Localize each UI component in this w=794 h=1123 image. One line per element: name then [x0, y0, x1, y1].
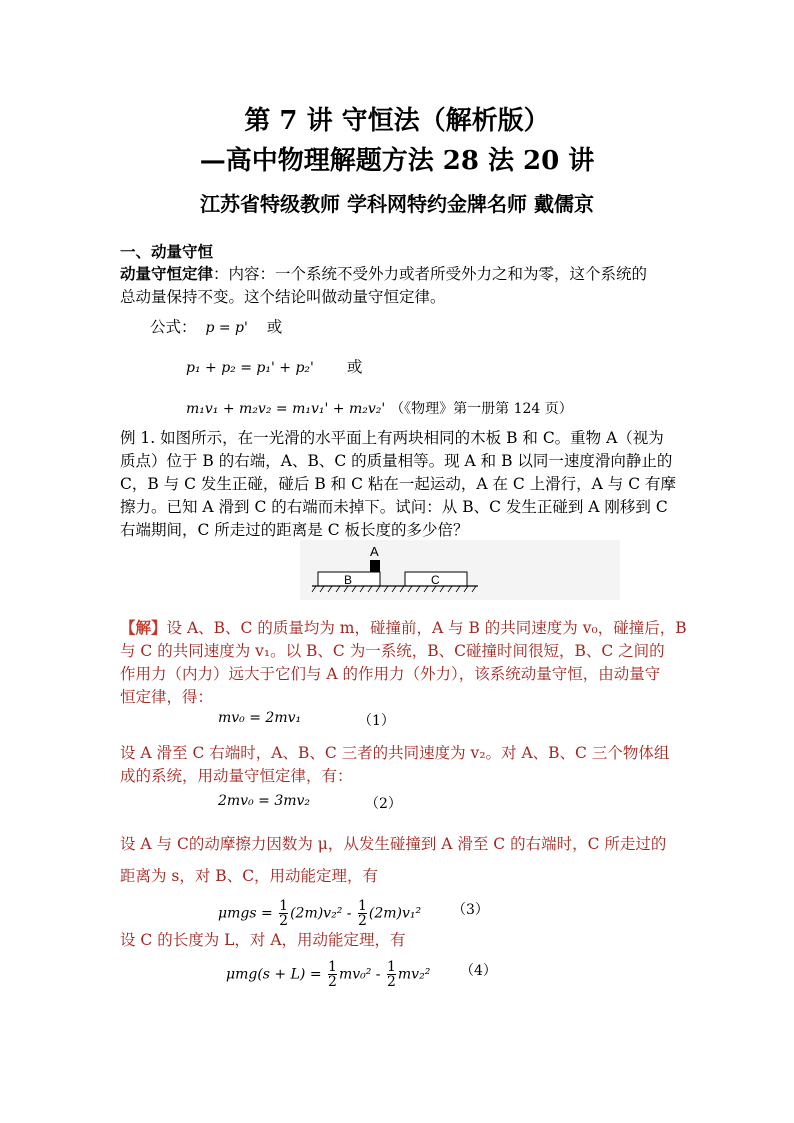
equation-3: μmgs = $\frac{1}{2}$ (2m)v₂² - $\frac{1}{2}$ (2m)v₁² [218, 898, 422, 929]
example-line: 例 1. 如图所示，在一光滑的水平面上有两块相同的木板 B 和 C。重物 A（视为 [120, 429, 664, 447]
equation-1: mv₀ = 2mv₁ [218, 710, 302, 726]
author-line: 江苏省特级教师 学科网特约金牌名师 戴儒京 [200, 192, 594, 216]
law-text: ：内容：一个系统不受外力或者所受外力之和为零，这个系统的 [213, 265, 648, 283]
page-title: 第 7 讲 守恒法（解析版） [244, 106, 550, 136]
formula-label: 公式： [150, 318, 197, 336]
equation-1-number: （1） [358, 713, 395, 729]
solution-line: 与 C 的共同速度为 v₁。以 B、C 为一系统，B、C碰撞时间很短，B、C 之间的 [120, 642, 665, 660]
fraction-half: $\frac{1}{2}$ [357, 898, 367, 929]
equation-3-number: （3） [452, 902, 489, 918]
solution-line: 设 C 的长度为 L，对 A，用动能定理，有 [120, 931, 406, 949]
example-line: C，B 与 C 发生正碰，碰后 B 和 C 粘在一起运动，A 在 C 上滑行，A 与 C 有摩 [120, 475, 677, 493]
solution-tag: 【解】 [120, 618, 167, 637]
fraction-half: $\frac{1}{2}$ [386, 959, 396, 990]
equation-4: μmg(s + L) = $\frac{1}{2}$ mv₀² - $\frac{1}{2}$ mv₂² [226, 959, 431, 990]
figure-background [300, 540, 620, 600]
solution-line: 成的系统，用动量守恒定律，有： [120, 767, 353, 785]
example-line: 擦力。已知 A 滑到 C 的右端而未掉下。试问：从 B、C 发生正碰到 A 刚移到 C [120, 498, 668, 516]
formula-p: p = p' [205, 320, 248, 336]
solution-line: 【解】设 A、B、C 的质量均为 m，碰撞前，A 与 B 的共同速度为 v₀，碰撞后，B [120, 618, 687, 637]
solution-line: 恒定律，得： [120, 688, 214, 706]
fraction-half: $\frac{1}{2}$ [328, 959, 337, 990]
formula-p-sum: p₁ + p₂ = p₁' + p₂' [186, 360, 314, 376]
label-b: B [344, 573, 353, 587]
example-line: 质点）位于 B 的右端，A、B、C 的质量相等。现 A 和 B 以同一速度滑向静止的 [120, 452, 673, 470]
block-a [370, 560, 380, 572]
label-c: C [431, 573, 440, 587]
example-line: 右端期间，C 所走过的距离是 C 板长度的多少倍？ [120, 521, 469, 539]
law-paragraph-line2: 总动量保持不变。这个结论叫做动量守恒定律。 [120, 288, 446, 306]
or-text: 或 [266, 318, 283, 336]
or-text: 或 [346, 358, 363, 376]
law-paragraph-line1 [120, 263, 647, 285]
section-heading: 一、动量守恒 [120, 242, 214, 261]
equation-4-number: （4） [460, 963, 497, 979]
label-a: A [370, 544, 379, 559]
solution-line: 距离为 s，对 B、C，用动能定理，有 [120, 867, 379, 885]
fraction-half: $\frac{1}{2}$ [279, 898, 289, 929]
equation-2: 2mv₀ = 3mv₂ [218, 793, 311, 809]
board-diagram [300, 540, 620, 600]
formula-row-2 [186, 356, 362, 379]
law-label: 动量守恒定律 [120, 264, 214, 283]
textbook-ref: （《物理》第一册第 124 页） [390, 401, 573, 417]
solution-line: 设 A 与 C的动摩擦力因数为 μ，从发生碰撞到 A 滑至 C 的右端时，C 所走过的 [120, 835, 667, 853]
formula-row-3 [186, 397, 573, 420]
solution-line: 作用力（内力）远大于它们与 A 的作用力（外力），该系统动量守恒，由动量守 [120, 665, 661, 683]
page-subtitle: —高中物理解题方法 28 法 20 讲 [199, 146, 595, 176]
formula-row-1 [150, 316, 282, 339]
solution-line: 设 A 滑至 C 右端时，A、B、C 三者的共同速度为 v₂。对 A、B、C 三个物体组 [120, 744, 670, 762]
equation-2-number: （2） [365, 796, 402, 812]
formula-mv-sum: m₁v₁ + m₂v₂ = m₁v₁' + m₂v₂' [186, 401, 386, 417]
